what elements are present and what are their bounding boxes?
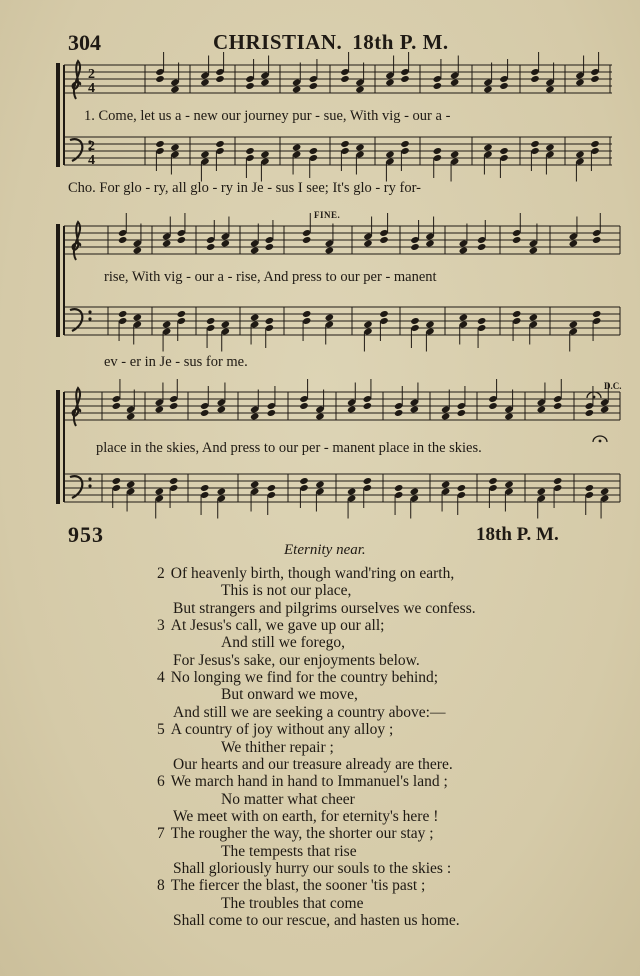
- note-head: [600, 488, 609, 496]
- note-head: [347, 406, 356, 414]
- note-head: [112, 477, 121, 485]
- note-head: [299, 477, 308, 485]
- note-head: [585, 484, 594, 492]
- note-head: [590, 140, 599, 148]
- verse-first-line: [157, 669, 438, 687]
- note-head: [162, 240, 171, 248]
- note-head: [410, 317, 419, 325]
- note-head: [250, 481, 259, 489]
- note-head: [553, 402, 562, 410]
- note-head: [477, 317, 486, 325]
- verse-indented-line: And still we forego,: [221, 634, 345, 652]
- note-head: [221, 240, 230, 248]
- note-head: [441, 413, 450, 421]
- tune-name: CHRISTIAN.: [213, 30, 343, 54]
- note-head: [537, 488, 546, 496]
- note-head: [206, 243, 215, 251]
- note-head: [529, 314, 538, 322]
- clef-dot: [88, 317, 91, 320]
- verse-number: 5: [157, 721, 165, 739]
- note-head: [170, 144, 179, 152]
- dc-label: D.C.: [604, 381, 622, 391]
- note-head: [600, 406, 609, 414]
- note-head: [215, 75, 224, 83]
- system2-bracket: [56, 224, 60, 337]
- note-head: [457, 484, 466, 492]
- note-head: [400, 140, 409, 148]
- note-head: [363, 240, 372, 248]
- note-head: [267, 409, 276, 417]
- verse-indented-line: But onward we move,: [221, 686, 358, 704]
- note-head: [221, 321, 230, 329]
- tune-meter: 18th P. M.: [352, 30, 449, 54]
- note-head: [477, 243, 486, 251]
- note-head: [217, 406, 226, 414]
- note-head: [385, 151, 394, 159]
- note-head: [410, 243, 419, 251]
- note-head: [488, 402, 497, 410]
- note-head: [260, 151, 269, 159]
- system1-bass-lyrics: Cho. For glo - ry, all glo - ry in Je - sus I see; It's glo - ry for-: [68, 180, 421, 196]
- fermata-dot: [599, 440, 602, 443]
- note-head: [450, 151, 459, 159]
- system3-treble-lyrics: place in the skies, And press to our per - manent place in the skies.: [96, 440, 482, 456]
- system3-bracket: [56, 390, 60, 504]
- system1-bracket: [56, 63, 60, 167]
- note-head: [126, 413, 135, 421]
- verse-line-text: No longing we find for the country behind;: [170, 669, 439, 687]
- note-head: [394, 409, 403, 417]
- note-head: [265, 317, 274, 325]
- note-head: [309, 82, 318, 90]
- fermata-dot: [593, 396, 596, 399]
- note-head: [177, 236, 186, 244]
- verse-number: 8: [157, 877, 165, 895]
- note-head: [250, 413, 259, 421]
- verse-line: Our hearts and our treasure already are there.: [173, 755, 453, 773]
- note-head: [483, 86, 492, 94]
- note-head: [569, 240, 578, 248]
- verse-indented-line: This is not our place,: [221, 582, 352, 600]
- verse-first-line: [157, 565, 454, 583]
- note-head: [200, 151, 209, 159]
- time-signature-bottom: 4: [88, 81, 95, 96]
- note-head: [265, 243, 274, 251]
- verse-number: 6: [157, 773, 165, 791]
- note-head: [292, 86, 301, 94]
- note-head: [394, 484, 403, 492]
- note-head: [215, 140, 224, 148]
- note-head: [302, 310, 311, 318]
- note-head: [347, 488, 356, 496]
- note-head: [575, 79, 584, 87]
- note-head: [200, 409, 209, 417]
- note-head: [530, 140, 539, 148]
- note-head: [530, 75, 539, 83]
- verse-line-text: The fiercer the blast, the sooner 'tis past ;: [170, 877, 426, 895]
- verse-indented-line: The troubles that come: [221, 894, 364, 912]
- note-head: [363, 477, 372, 485]
- note-head: [325, 314, 334, 322]
- note-head: [292, 144, 301, 152]
- note-head: [302, 236, 311, 244]
- note-head: [299, 402, 308, 410]
- note-head: [177, 310, 186, 318]
- note-head: [537, 406, 546, 414]
- note-head: [504, 481, 513, 489]
- note-head: [545, 86, 554, 94]
- note-head: [325, 247, 334, 255]
- note-head: [441, 481, 450, 489]
- note-head: [155, 75, 164, 83]
- note-head: [170, 86, 179, 94]
- verse-first-line: [157, 721, 393, 739]
- note-head: [340, 75, 349, 83]
- note-head: [245, 147, 254, 155]
- note-head: [529, 247, 538, 255]
- clef-dot: [88, 484, 91, 487]
- note-head: [569, 321, 578, 329]
- verse-line: Shall gloriously hurry our souls to the skies :: [173, 859, 452, 877]
- note-head: [217, 488, 226, 496]
- hymn-subtitle: Eternity near.: [284, 542, 366, 558]
- verse-number: 3: [157, 617, 165, 635]
- verse-indented-line: We thither repair ;: [221, 738, 334, 756]
- verse-first-line: [157, 773, 448, 791]
- note-head: [425, 321, 434, 329]
- note-head: [433, 82, 442, 90]
- note-head: [309, 147, 318, 155]
- note-head: [169, 477, 178, 485]
- verse-line: And still we are seeking a country above:—: [173, 703, 446, 721]
- hymn-number: 953: [68, 522, 104, 547]
- note-head: [585, 409, 594, 417]
- note-head: [162, 321, 171, 329]
- note-head: [118, 236, 127, 244]
- note-head: [267, 484, 276, 492]
- note-head: [200, 79, 209, 87]
- note-head: [133, 314, 142, 322]
- note-head: [504, 413, 513, 421]
- note-head: [363, 321, 372, 329]
- note-head: [245, 82, 254, 90]
- note-head: [315, 413, 324, 421]
- note-head: [592, 236, 601, 244]
- verse-line-text: Of heavenly birth, though wand'ring on earth,: [170, 565, 455, 582]
- note-head: [410, 488, 419, 496]
- note-head: [155, 488, 164, 496]
- note-head: [483, 144, 492, 152]
- note-head: [499, 82, 508, 90]
- time-signature-top: 2: [88, 139, 95, 154]
- note-head: [169, 402, 178, 410]
- note-head: [133, 247, 142, 255]
- verse-line-text: The rougher the way, the shorter our stay ;: [170, 825, 434, 843]
- note-head: [590, 75, 599, 83]
- system2-bass-lyrics: ev - er in Je - sus for me.: [104, 354, 248, 370]
- note-head: [545, 144, 554, 152]
- note-head: [385, 79, 394, 87]
- note-head: [400, 75, 409, 83]
- system2-treble-lyrics: rise, With vig - our a - rise, And press to our per - manent: [104, 269, 437, 285]
- note-head: [126, 481, 135, 489]
- verse-line-text: We march hand in hand to Immanuel's land ;: [170, 773, 448, 791]
- verse-line: Shall come to our rescue, and hasten us home.: [173, 912, 460, 929]
- verse-line-text: At Jesus's call, we gave up our all;: [170, 617, 385, 635]
- note-head: [433, 147, 442, 155]
- note-head: [315, 481, 324, 489]
- verse-first-line: [157, 825, 434, 843]
- note-head: [250, 314, 259, 322]
- verse-indented-line: No matter what cheer: [221, 790, 355, 808]
- clef-dot: [88, 310, 91, 313]
- time-signature-bottom: 4: [88, 153, 95, 168]
- note-head: [575, 151, 584, 159]
- verse-line-text: A country of joy without any alloy ;: [170, 721, 394, 739]
- note-head: [512, 310, 521, 318]
- note-head: [410, 406, 419, 414]
- note-head: [363, 402, 372, 410]
- verse-line: For Jesus's sake, our enjoyments below.: [173, 651, 420, 669]
- hymn-meter: 18th P. M.: [476, 524, 559, 545]
- note-head: [459, 247, 468, 255]
- verse-line: We meet with on earth, for eternity's here !: [173, 807, 439, 825]
- note-head: [379, 236, 388, 244]
- verse-line: But strangers and pilgrims ourselves we confess.: [173, 599, 476, 617]
- note-head: [118, 310, 127, 318]
- note-head: [379, 310, 388, 318]
- verse-number: 4: [157, 669, 165, 687]
- note-head: [553, 477, 562, 485]
- verse-first-line: [157, 877, 425, 895]
- verse-indented-line: The tempests that rise: [221, 842, 357, 860]
- note-head: [355, 86, 364, 94]
- note-head: [425, 240, 434, 248]
- note-head: [457, 409, 466, 417]
- system1-treble-lyrics: 1. Come, let us a - new our journey pur - sue, With vig - our a -: [84, 108, 451, 124]
- note-head: [206, 317, 215, 325]
- time-signature-top: 2: [88, 67, 95, 82]
- note-head: [459, 314, 468, 322]
- note-head: [450, 79, 459, 87]
- verse-number: 2: [157, 565, 165, 582]
- verse-first-line: [157, 617, 384, 635]
- fine-label: FINE.: [314, 210, 341, 220]
- verse-number: 7: [157, 825, 165, 843]
- note-head: [512, 236, 521, 244]
- note-head: [499, 147, 508, 155]
- note-head: [155, 140, 164, 148]
- note-head: [200, 484, 209, 492]
- note-head: [488, 477, 497, 485]
- note-head: [112, 402, 121, 410]
- page-number: 304: [68, 30, 101, 55]
- note-head: [155, 406, 164, 414]
- note-head: [340, 140, 349, 148]
- note-head: [250, 247, 259, 255]
- note-head: [260, 79, 269, 87]
- note-head: [592, 310, 601, 318]
- note-head: [355, 144, 364, 152]
- clef-dot: [88, 477, 91, 480]
